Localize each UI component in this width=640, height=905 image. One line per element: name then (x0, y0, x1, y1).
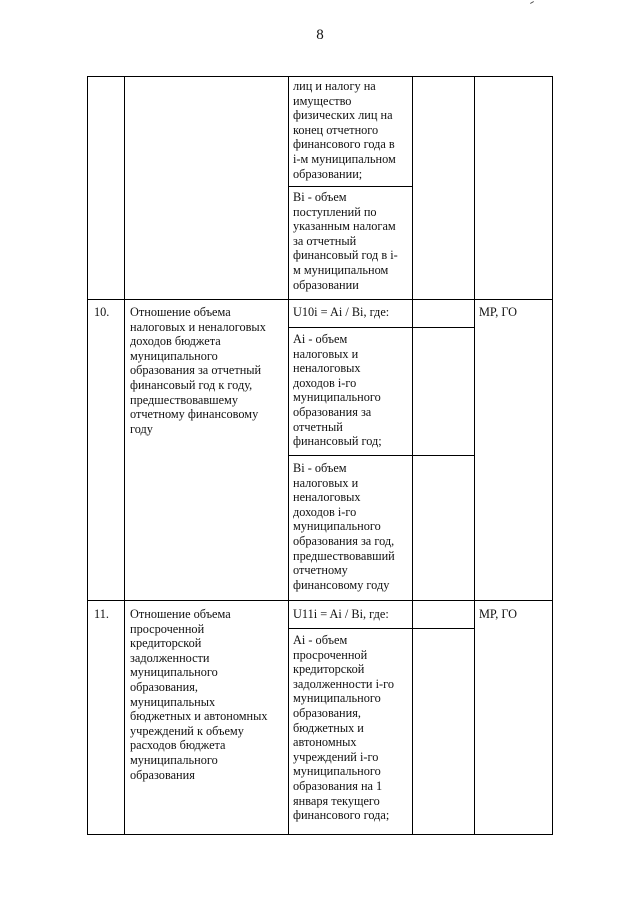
table-rule (552, 76, 553, 834)
table-rule (87, 600, 553, 601)
table-rule (288, 327, 474, 328)
table-rule (87, 834, 553, 835)
table-rule (288, 628, 474, 629)
indicator-name: Отношение объема просроченной кредиторской задолженности муниципального образования, муниципальных бюджетных и автономных учреждений к объему расходов бюджета муниципального образования (130, 607, 268, 782)
table-rule (87, 76, 553, 77)
table-rule (288, 455, 474, 456)
scan-mark (530, 1, 534, 4)
formula-cell: U10i = Ai / Bi, где: (293, 305, 390, 319)
scope-cell: МР, ГО (479, 607, 518, 621)
table-rule (87, 76, 88, 834)
table-rule (288, 186, 412, 187)
formula-cell: Ai - объем просроченной кредиторской задолженности i-го муниципального образования, бюджетных и автономных учреждений i-го муниципального образования на 1 января текущего финансового года; (293, 633, 394, 823)
table-rule (124, 76, 125, 834)
table-rule (87, 299, 553, 300)
formula-cell: Bi - объем налоговых и неналоговых доходов i-го муниципального образования за год, предшествовавший отчетному финансовому году (293, 461, 395, 592)
scope-cell: МР, ГО (479, 305, 518, 319)
page-number: 8 (316, 27, 324, 43)
table-rule (412, 76, 413, 834)
row-number: 10. (94, 305, 110, 319)
table-rule (288, 76, 289, 834)
table-rule (474, 76, 475, 834)
indicator-name: Отношение объема налоговых и неналоговых доходов бюджета муниципального образования за отчетный финансовый год к году, предшествовавшему отчетному финансовому году (130, 305, 266, 436)
formula-cell: Bi - объем поступлений по указанным налогам за отчетный финансовый год в i- м муниципальном образовании (293, 190, 398, 292)
formula-cell: U11i = Ai / Bi, где: (293, 607, 389, 621)
formula-cell: Ai - объем налоговых и неналоговых доходов i-го муниципального образования за отчетный финансовый год; (293, 332, 382, 449)
row-number: 11. (94, 607, 109, 621)
formula-cell: лиц и налогу на имущество физических лиц на конец отчетного финансового года в i-м муниципальном образовании; (293, 79, 396, 181)
